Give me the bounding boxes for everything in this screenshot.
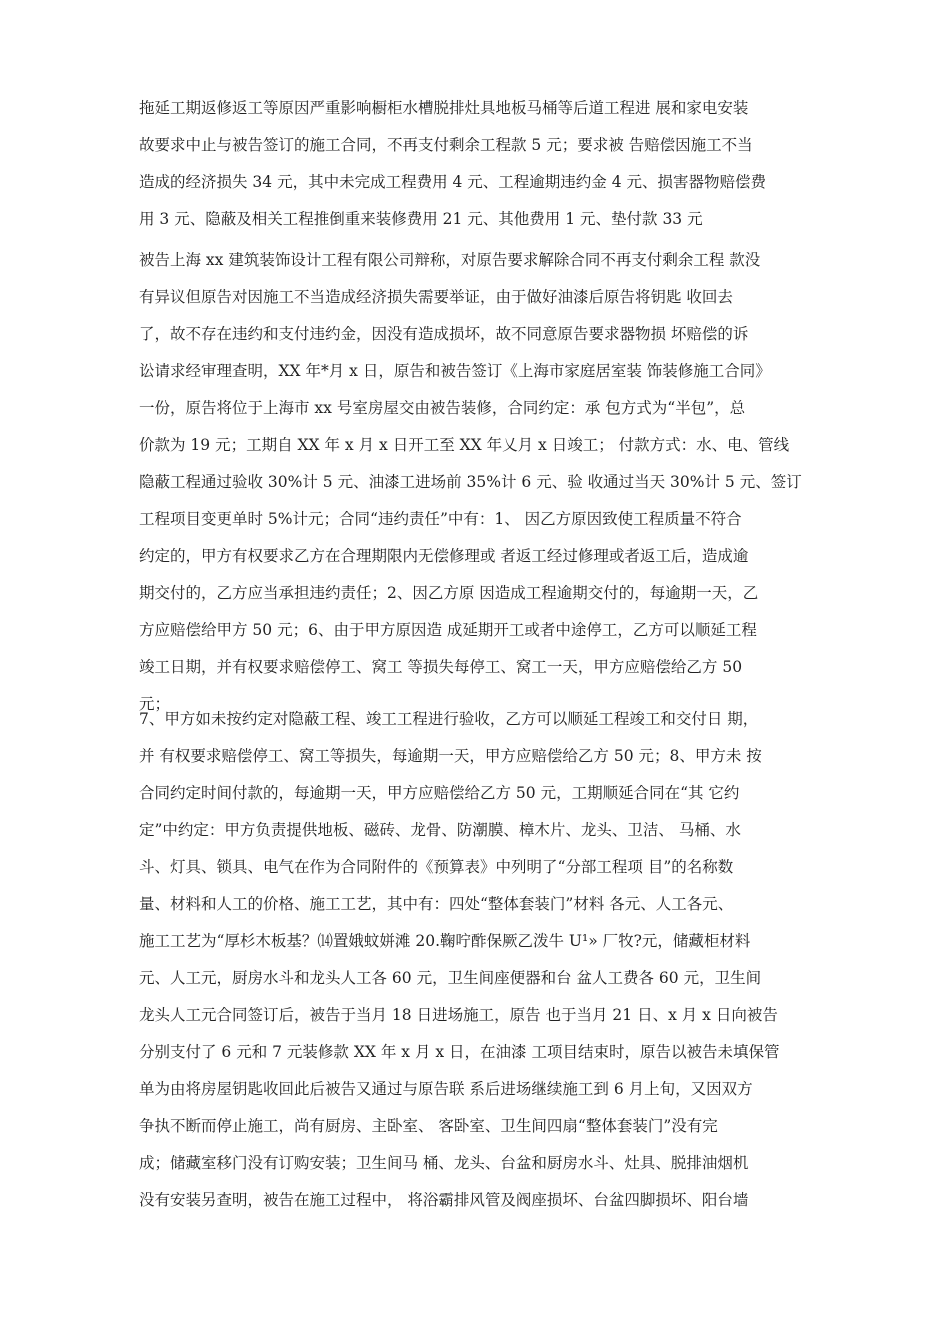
text-line: 有异议但原告对因施工不当造成经济损失需要举证，由于做好油漆后原告将钥匙 收回去 <box>139 288 733 306</box>
text-line: 用 3 元、隐蔽及相关工程推倒重来装修费用 21 元、其他费用 1 元、垫付款 33 元 <box>139 210 703 228</box>
text-line: 成；储藏室移门没有订购安装；卫生间马 桶、龙头、台盆和厨房水斗、灶具、脱排油烟机 <box>139 1154 749 1172</box>
text-line: 合同约定时间付款的，每逾期一天，甲方应赔偿给乙方 50 元，工期顺延合同在“其 它约 <box>139 784 740 802</box>
paragraph-defense-and-findings <box>139 242 839 723</box>
text-line: 隐蔽工程通过验收 30%计 5 元、油漆工进场前 35%计 6 元、验 收通过当天 30%计 5 元、签订 <box>139 473 802 491</box>
text-line: 单为由将房屋钥匙收回此后被告又通过与原告联 系后进场继续施工到 6 月上旬，又因双方 <box>139 1080 753 1098</box>
text-line: 了，故不存在违约和支付违约金，因没有造成损坏，故不同意原告要求器物损 坏赔偿的诉 <box>139 325 749 343</box>
text-line: 争执不断而停止施工，尚有厨房、主卧室、 客卧室、卫生间四扇“整体套装门”没有完 <box>139 1117 718 1135</box>
text-line: 施工工艺为“厚杉木板基？⒁置娥蚊姘滩 20.鞠咛酢保厥乙泼牛 U¹» 厂牧?元，储藏柜材料 <box>139 932 751 950</box>
text-line: 一份，原告将位于上海市 xx 号室房屋交由被告装修，合同约定：承 包方式为“半包”，总 <box>139 399 746 417</box>
text-line: 7、甲方如未按约定对隐蔽工程、竣工工程进行验收，乙方可以顺延工程竣工和交付日 期， <box>139 710 759 728</box>
text-line: 造成的经济损失 34 元，其中未完成工程费用 4 元、工程逾期违约金 4 元、损害器物赔偿费 <box>139 173 767 191</box>
text-line: 方应赔偿给甲方 50 元；6、由于甲方原因造 成延期开工或者中途停工，乙方可以顺延工程 <box>139 621 757 639</box>
text-line: 元、人工元，厨房水斗和龙头人工各 60 元，卫生间座便器和台 盆人工费各 60 元，卫生间 <box>139 969 762 987</box>
text-line: 并 有权要求赔偿停工、窝工等损失，每逾期一天，甲方应赔偿给乙方 50 元；8、甲方未 按 <box>139 747 762 765</box>
text-line: 竣工日期，并有权要求赔偿停工、窝工 等损失每停工、窝工一天，甲方应赔偿给乙方 50 <box>139 658 743 676</box>
text-line: 约定的，甲方有权要求乙方在合理期限内无偿修理或 者返工经过修理或者返工后，造成逾 <box>139 547 749 565</box>
text-line: 讼请求经审理查明，XX 年*月 x 日，原告和被告签订《上海市家庭居室装 饰装修施工合同》 <box>139 362 771 380</box>
text-line: 故要求中止与被告签订的施工合同，不再支付剩余工程款 5 元；要求被 告赔偿因施工不当 <box>139 136 753 154</box>
text-line: 没有安装另查明，被告在施工过程中， 将浴霸排风管及阀座损坏、台盆四脚损坏、阳台墙 <box>139 1191 749 1209</box>
text-line: 量、材料和人工的价格、施工工艺，其中有：四处“整体套装门”材料 各元、人工各元、 <box>139 895 734 913</box>
text-line: 被告上海 xx 建筑装饰设计工程有限公司辩称，对原告要求解除合同不再支付剩余工程 款没 <box>139 251 761 269</box>
text-line: 分别支付了 6 元和 7 元装修款 XX 年 x 月 x 日，在油漆 工项目结束时，原告以被告未填保管 <box>139 1043 780 1061</box>
text-line: 拖延工期返修返工等原因严重影响橱柜水槽脱排灶具地板马桶等后道工程进 展和家电安装 <box>139 99 749 117</box>
text-line: 定”中约定：甲方负责提供地板、磁砖、龙骨、防潮膜、樟木片、龙头、卫洁、 马桶、水 <box>139 821 741 839</box>
text-line: 斗、灯具、锁具、电气在作为合同附件的《预算表》中列明了“分部工程项 目”的名称数 <box>139 858 734 876</box>
text-line: 工程项目变更单时 5%计元；合同“违约责任”中有：1、 因乙方原因致使工程质量不符合 <box>139 510 742 528</box>
text-line: 期交付的，乙方应当承担违约责任；2、因乙方原 因造成工程逾期交付的，每逾期一天，乙 <box>139 584 759 602</box>
text-line: 龙头人工元合同签订后，被告于当月 18 日进场施工，原告 也于当月 21 日、x 月 x 日向被告 <box>139 1006 778 1024</box>
paragraph-claims <box>139 90 839 238</box>
text-line: 元； <box>139 695 171 713</box>
text-line: 价款为 19 元；工期自 XX 年 x 月 x 日开工至 XX 年乂月 x 日竣工； 付款方式：水、电、管线 <box>139 436 790 454</box>
paragraph-contract-terms <box>139 701 839 1219</box>
